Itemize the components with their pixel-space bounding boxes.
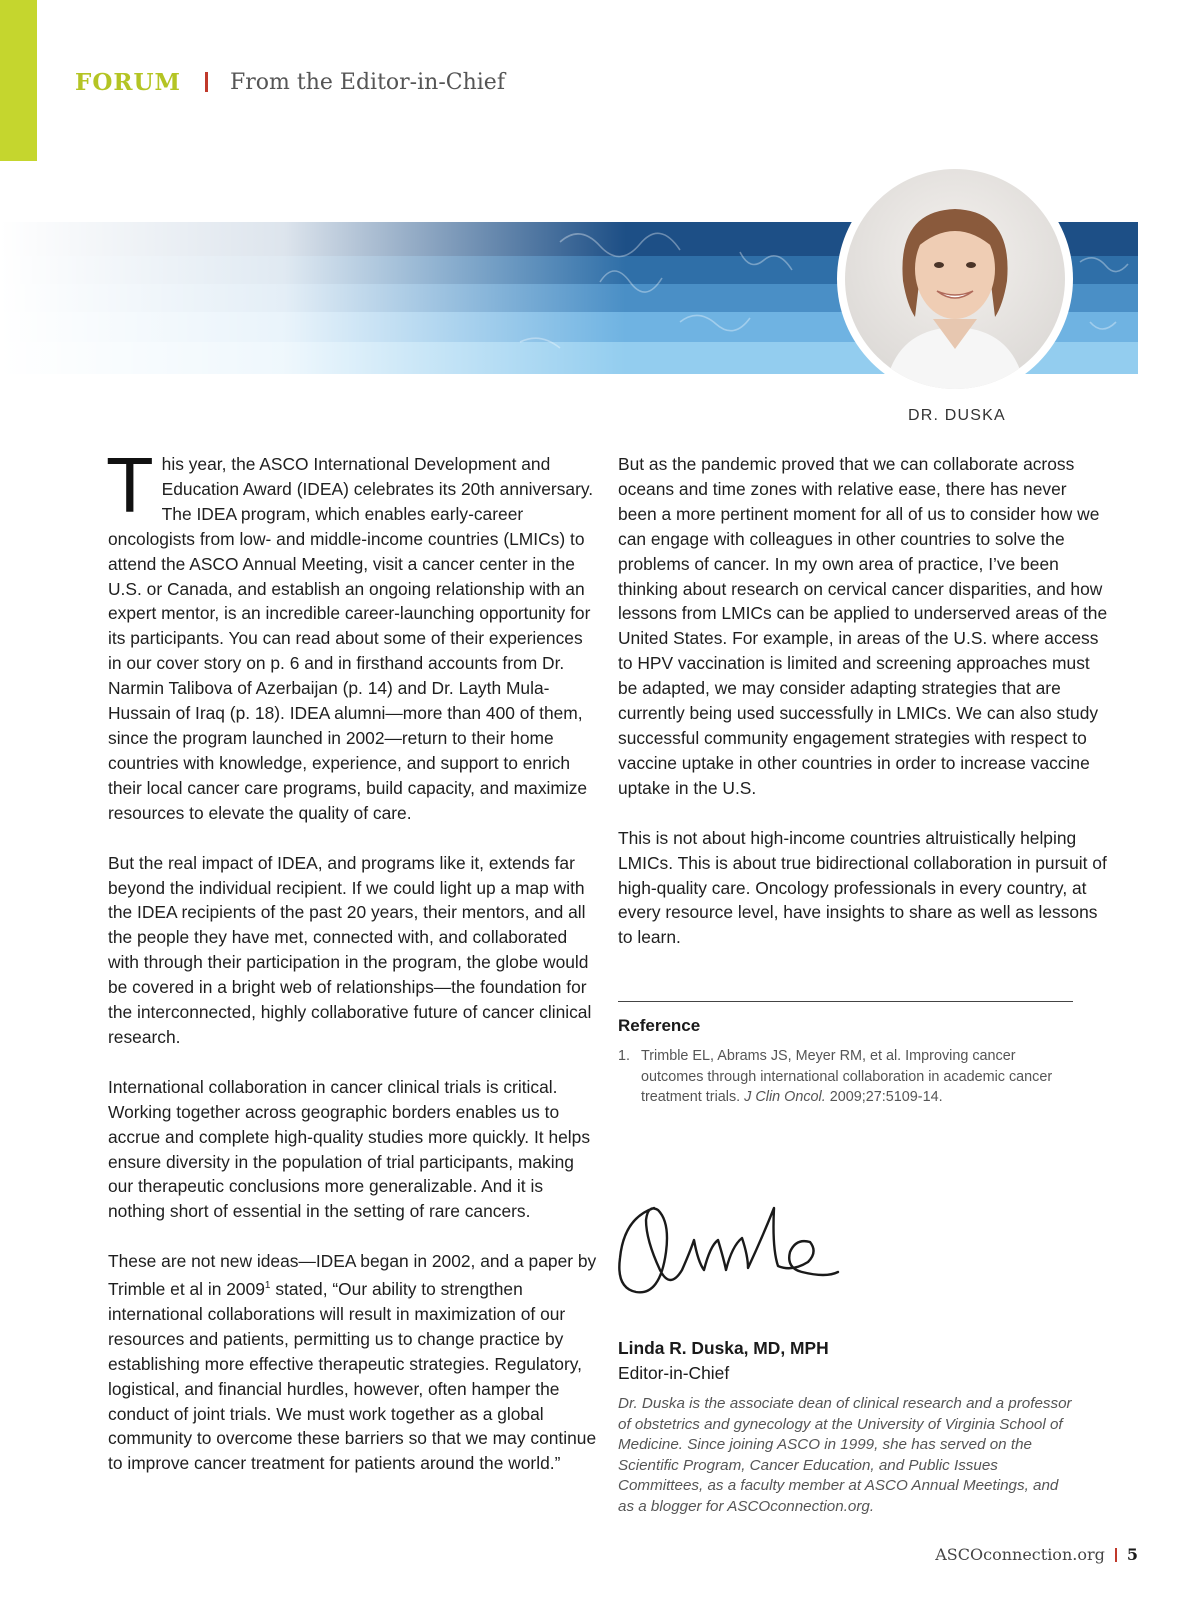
paragraph-text: These are not new ideas—IDEA began in 2002, and a paper by Trimble et al in 2009 (108, 1251, 597, 1299)
author-name: Linda R. Duska, MD, MPH (618, 1338, 829, 1358)
paragraph-text: his year, the ASCO International Development and Education Award (IDEA) celebrates its 20th anniversary. The IDEA program, which enables early-career oncologists from low- and middle-income countries (LMICs) to attend the ASCO Annual Meeting, visit a cancer center in the U.S. or Canada, and establish an ongoing relationship with an expert mentor, is an incredible career-launching opportunity for its participants. You can read about some of their experiences in our cover story on p. 6 and in firsthand accounts from Dr. Narmin Talibova of Azerbaijan (p. 14) and Dr. Layth Mula-Hussain of Iraq (p. 18). IDEA alumni—more than 400 of them, since the program launched in 2002—return to their home countries with knowledge, experience, and support to enrich their local cancer care programs, build capacity, and maximize resources to elevate the quality of care. (108, 454, 594, 823)
footer-separator (1115, 1548, 1117, 1562)
reference-entry (618, 1046, 1058, 1108)
reference-divider (618, 1001, 1073, 1002)
editor-portrait (837, 161, 1073, 397)
page-number: 5 (1126, 1545, 1138, 1564)
reference-text: 2009;27:5109-14. (825, 1089, 943, 1105)
section-label: FORUM (75, 68, 181, 96)
article-paragraph (106, 441, 598, 826)
article-paragraph: But as the pandemic proved that we can collaborate across oceans and time zones with relative ease, there has never been a more pertinent moment for all of us to consider how we can engage with colleagues in other countries to solve the problems of cancer. In my own area of practice, I’ve been thinking about research on cervical cancer disparities, and how lessons from LMICs can be applied to underserved areas of the United States. For example, in areas of the U.S. where access to HPV vaccination is limited and screening approaches must be adapted, we may consider adapting strategies that are currently being used successfully in LMICs. We can also study successful community engagement strategies with respect to vaccine uptake in other countries in order to increase vaccine uptake in the U.S. (618, 454, 1108, 798)
paragraph-text: stated, “Our ability to strengthen international collaborations will result in maximization of our resources and patients, permitting us to change practice by establishing more effective therapeutic strategies. Regulatory, logistical, and financial hurdles, however, often hamper the conduct of joint trials. We must work together as a global community to overcome these barriers so that we may continue to improve cancer treatment for patients around the world.” (108, 1278, 597, 1474)
journal-name: J Clin Oncol. (744, 1089, 826, 1105)
accent-bar (0, 0, 37, 161)
reference-heading: Reference (618, 1016, 701, 1035)
header-separator (205, 72, 208, 92)
page-footer (935, 1545, 1138, 1564)
article-left-column (106, 441, 598, 1501)
article-paragraph: But the real impact of IDEA, and programs like it, extends far beyond the individual recipient. If we could light up a map with the IDEA recipients of the past 20 years, their mentors, and all the people they have met, connected with, and collaborated with through their participation in the program, the globe would be covered in a bright web of relationships—the foundation for the interconnected, highly collaborative future of cancer clinical research. (108, 852, 592, 1047)
photo-caption: DR. DUSKA (908, 407, 1006, 424)
article-right-column (618, 452, 1108, 975)
footer-site: ASCOconnection.org (935, 1545, 1105, 1564)
reference-list (618, 1046, 1058, 1108)
article-paragraph: International collaboration in cancer clinical trials is critical. Working together across geographic borders enables us to accrue and complete high-quality studies more quickly. It helps ensure diversity in the population of trial participants, making our therapeutic conclusions more generalizable. And it is nothing short of essential in the setting of rare cancers. (108, 1076, 591, 1222)
signature (614, 1200, 854, 1315)
author-bio: Dr. Duska is the associate dean of clinical research and a professor of obstetrics and gynecology at the University of Virginia School of Medicine. Since joining ASCO in 1999, she has served on the Scientific Program, Cancer Education, and Public Issues Committees, as a faculty member at ASCO Annual Meetings, and as a blogger for ASCOconnection.org. (618, 1395, 1072, 1515)
article-paragraph (108, 1249, 598, 1476)
signature-graphic (614, 1200, 854, 1310)
author-title: Editor-in-Chief (618, 1363, 730, 1383)
reference-text: Trimble EL, Abrams JS, Meyer RM, et al. Improving cancer outcomes through international collaboration in academic cancer treatment trials. (641, 1048, 1053, 1105)
reference-number: 1. (618, 1048, 631, 1064)
page-header (75, 66, 505, 98)
article-paragraph: This is not about high-income countries altruistically helping LMICs. This is about true bidirectional collaboration in pursuit of high-quality care. Oncology professionals in every country, at every resource level, have insights to share as well as lessons to learn. (618, 827, 1107, 948)
drop-cap: T (106, 441, 154, 529)
citation-marker: 1 (264, 1280, 271, 1292)
portrait-image (845, 169, 1065, 389)
section-subtitle: From the Editor-in-Chief (230, 69, 505, 95)
